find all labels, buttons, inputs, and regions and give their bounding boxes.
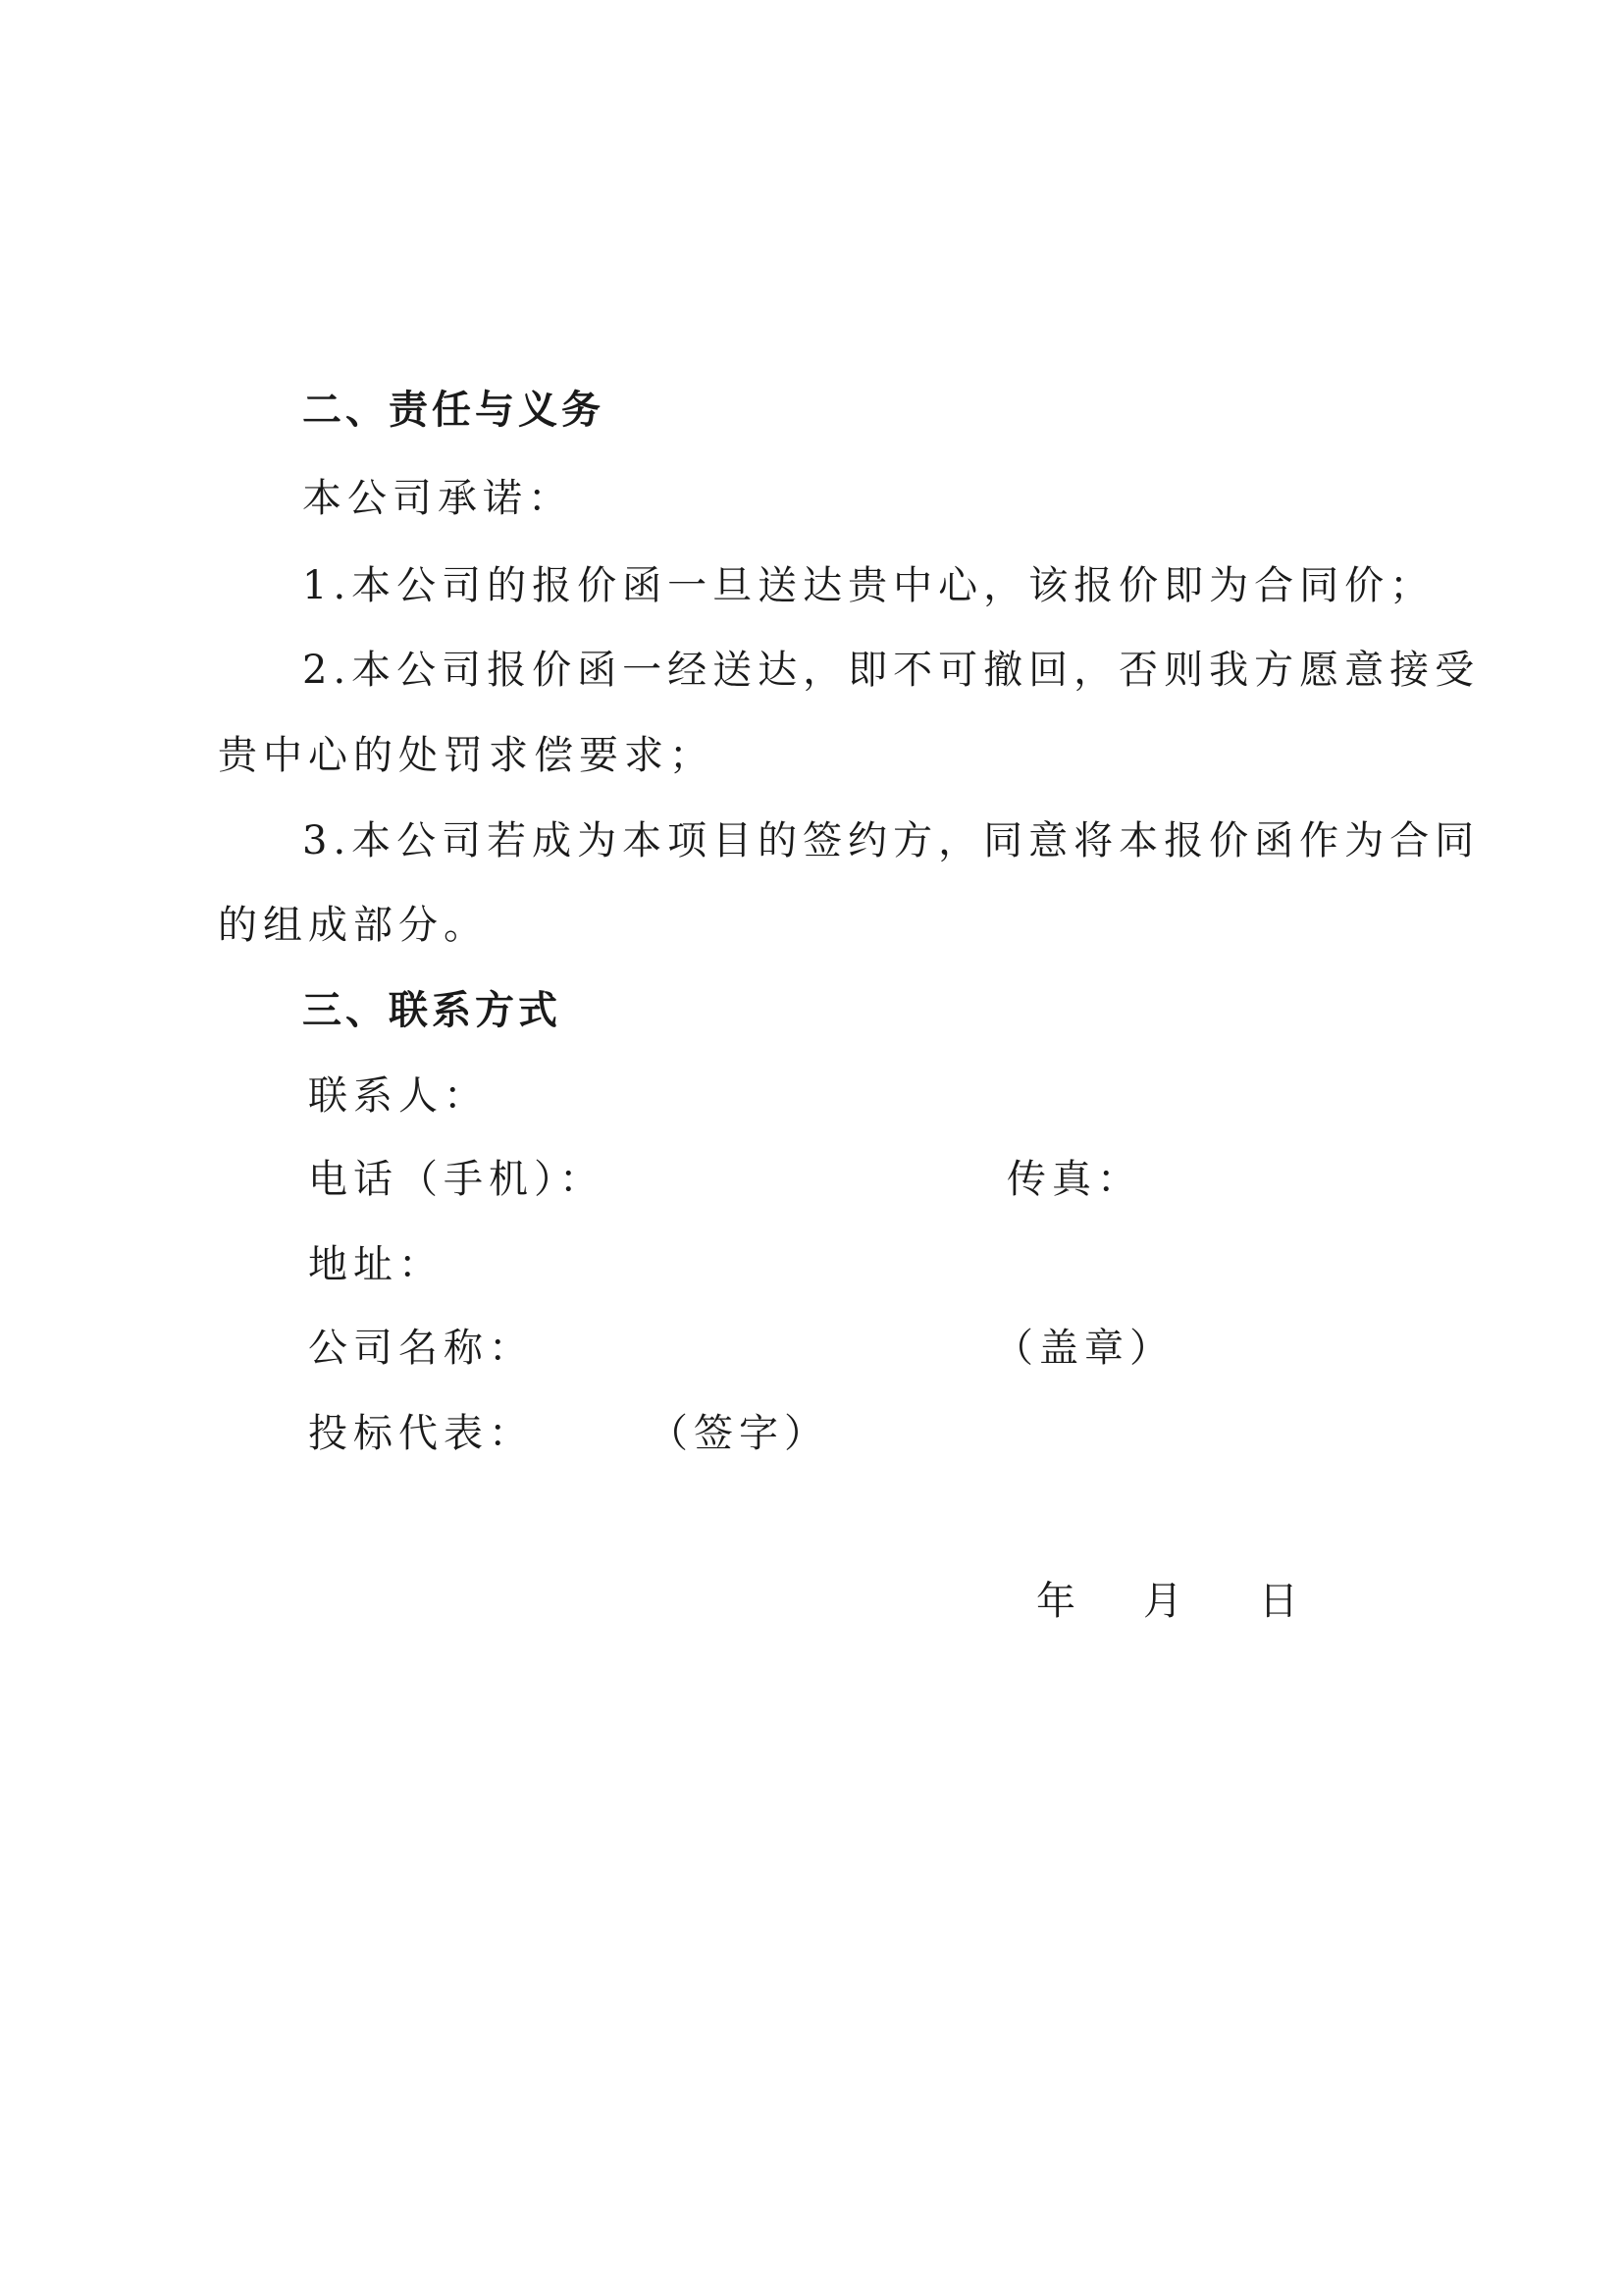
section-heading-responsibilities: 二、责任与义务 xyxy=(302,388,604,433)
contact-person-label: 联系人： xyxy=(308,1073,489,1119)
signature-label: （签字） xyxy=(649,1411,829,1456)
address-label: 地址： xyxy=(308,1242,444,1287)
date-day: 日 xyxy=(1259,1579,1298,1624)
date-year: 年 xyxy=(1036,1579,1075,1624)
commitment-item-3-line-1: 3.本公司若成为本项目的签约方，同意将本报价函作为合同 xyxy=(302,818,1481,863)
company-name-label: 公司名称： xyxy=(308,1326,534,1371)
date-month: 月 xyxy=(1143,1579,1182,1624)
section-heading-contact: 三、联系方式 xyxy=(302,988,561,1033)
seal-label: （盖章） xyxy=(994,1326,1175,1371)
phone-label: 电话（手机）： xyxy=(308,1157,604,1202)
commitment-item-1: 1.本公司的报价函一旦送达贵中心，该报价即为合同价； xyxy=(302,563,1436,608)
fax-label: 传真： xyxy=(1007,1157,1142,1202)
commitment-item-3-line-2: 的组成部分。 xyxy=(218,903,489,948)
commitment-item-2-line-2: 贵中心的处罚求偿要求； xyxy=(218,733,714,778)
representative-label: 投标代表： xyxy=(308,1411,534,1456)
commitment-item-2-line-1: 2.本公司报价函一经送达，即不可撤回，否则我方愿意接受 xyxy=(302,648,1481,693)
commitment-intro: 本公司承诺： xyxy=(302,476,573,521)
